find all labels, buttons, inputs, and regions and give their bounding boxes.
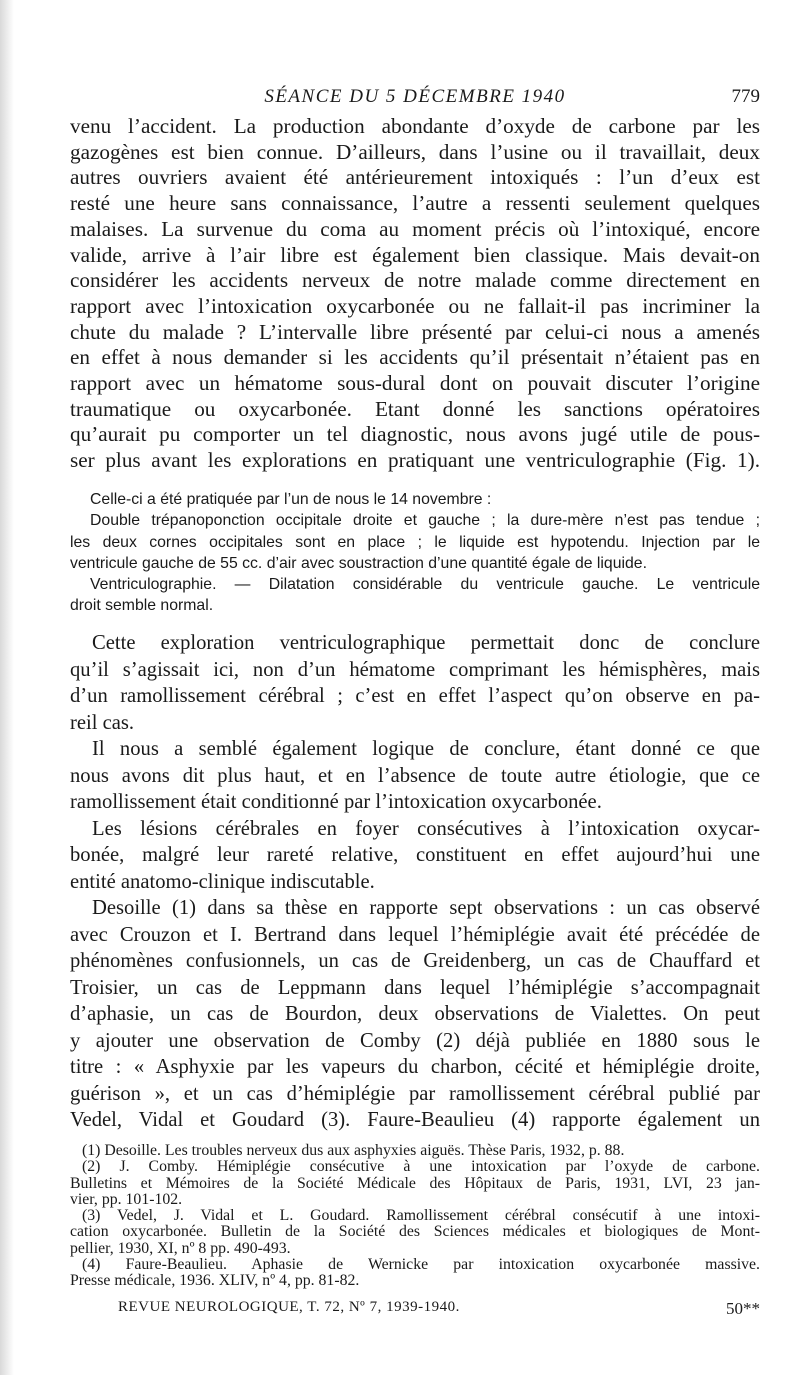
footnote-line: pellier, 1930, XI, nº 8 pp. 490-493.	[70, 1239, 291, 1257]
footnotes	[70, 1143, 760, 1290]
running-title: SÉANCE DU 5 DÉCEMBRE 1940	[264, 86, 566, 107]
text-line: rapport avec un hématome sous-dural dont on pouvait discuter l’origine	[70, 371, 760, 396]
text-line: reil cas.	[70, 711, 135, 734]
text-line: d’un ramollissement cérébral ; c’est en effet l’aspect qu’on observe en pa-	[70, 685, 760, 707]
text-line: bonée, malgré leur rareté relative, constituent en effet aujourd’hui une	[70, 844, 760, 866]
footnote-line: (1) Desoille. Les troubles nerveux dus aux asphyxies aiguës. Thèse Paris, 1932, p. 88.	[82, 1142, 625, 1159]
text-line: droit semble normal.	[70, 597, 214, 615]
footnote-line: Presse médicale, 1936. XLIV, nº 4, pp. 81-82.	[70, 1272, 360, 1290]
text-line: Il nous a semblé également logique de conclure, étant donné ce que	[92, 738, 760, 760]
footnote-line: (4) Faure-Beaulieu. Aphasie de Wernicke par intoxication oxycarbonée massive.	[82, 1256, 760, 1274]
text-line: ramollissement était conditionné par l’intoxication oxycarbonée.	[70, 791, 602, 813]
text-line: Double trépanoponction occipitale droite et gauche ; la dure-mère n’est pas tendue ;	[90, 512, 760, 530]
text-line: Cette exploration ventriculographique permettait donc de conclure	[92, 632, 760, 654]
text-line: Celle-ci a été pratiquée par l’un de nous le 14 novembre :	[90, 491, 492, 508]
text-line: nous avons dit plus haut, et en l’absence de toute autre étiologie, que ce	[70, 764, 760, 787]
text-line: ventricule gauche de 55 cc. d’air avec soustraction d’une quantité égale de liquide.	[70, 554, 647, 572]
running-header	[70, 86, 760, 112]
text-line: Ventriculographie. — Dilatation considérable du ventricule gauche. Le ventricule	[90, 576, 760, 594]
text-line: ser plus avant les explorations en pratiquant une ventriculographie (Fig. 1).	[70, 448, 760, 473]
paragraph-intro	[70, 114, 760, 474]
text-line: autres ouvriers avaient été antérieurement intoxiqués : l’un d’eux est	[70, 165, 760, 190]
text-line: avec Crouzon et I. Bertrand dans lequel l’hémiplégie avait été précédée de	[70, 923, 760, 946]
footnote-line: (3) Vedel, J. Vidal et L. Goudard. Ramollissement cérébral consécutif à une intoxi-	[82, 1207, 760, 1225]
text-line: qu’aurait pu comporter un tel diagnostic, nous avons jugé utile de pous-	[70, 422, 760, 447]
text-line: Vedel, Vidal et Goudard (3). Faure-Beaulieu (4) rapporte également un	[70, 1109, 760, 1131]
paragraph-main	[70, 630, 760, 1134]
text-line: y ajouter une observation de Comby (2) déjà publiée en 1880 sous le	[70, 1029, 760, 1052]
text-line: les deux cornes occipitales sont en place ; le liquide est hypotendu. Injection par le	[70, 533, 760, 551]
text-line: titre : « Asphyxie par les vapeurs du charbon, cécité et hémiplégie droite,	[70, 1056, 760, 1078]
text-line: rapport avec l’intoxication oxycarbonée ou ne fallait-il pas incriminer la	[70, 293, 760, 318]
text-line: guérison », et un cas d’hémiplégie par ramollissement cérébral publié par	[70, 1082, 760, 1105]
text-line: qu’il s’agissait ici, non d’un hématome comprimant les hémisphères, mais	[70, 658, 760, 681]
text-line: venu l’accident. La production abondante d’oxyde de carbone par les	[70, 114, 760, 138]
text-line: phénomènes confusionnels, un cas de Greidenberg, un cas de Chauffard et	[70, 950, 760, 972]
page-number: 779	[731, 86, 760, 107]
text-line: considérer les accidents nerveux de notre malade comme directement en	[70, 268, 760, 293]
page-edge-shadow	[0, 0, 14, 1375]
text-line: Les lésions cérébrales en foyer consécutives à l’intoxication oxycar-	[92, 817, 760, 840]
text-line: chute du malade ? L’intervalle libre présenté par celui-ci nous a amenés	[70, 319, 760, 344]
text-line: valide, arrive à l’air libre est également bien classique. Mais devait-on	[70, 242, 760, 267]
text-line: traumatique ou oxycarbonée. Etant donné les sanctions opératoires	[70, 396, 760, 421]
text-line: gazogènes est bien connue. D’ailleurs, dans l’usine ou il travaillait, deux	[70, 139, 760, 164]
text-line: malaises. La survenue du coma au moment précis où l’intoxiqué, encore	[70, 216, 760, 241]
signature-mark: 50**	[726, 1299, 760, 1318]
journal-citation: REVUE NEUROLOGIQUE, T. 72, Nº 7, 1939-1940.	[118, 1299, 460, 1315]
footnote-line: (2) J. Comby. Hémiplégie consécutive à une intoxication par l’oxyde de carbone.	[82, 1158, 760, 1176]
footnote-line: vier, pp. 101-102.	[70, 1190, 183, 1208]
footnote-line: Bulletins et Mémoires de la Société Médicale des Hôpitaux de Paris, 1931, LVI, 23 jan-	[70, 1174, 760, 1192]
text-line: resté une heure sans connaissance, l’autre a ressenti seulement quelques	[70, 191, 760, 216]
observation-block	[70, 489, 760, 617]
footnote-line: cation oxycarbonée. Bulletin de la Société des Sciences médicales et biologiques de Mont-	[70, 1223, 760, 1241]
text-line: Troisier, un cas de Leppmann dans lequel l’hémiplégie s’accompagnait	[70, 976, 760, 999]
text-line: d’aphasie, un cas de Bourdon, deux observations de Vialettes. On peut	[70, 1003, 760, 1025]
text-line: entité anatomo-clinique indiscutable.	[70, 870, 375, 893]
text-line: en effet à nous demander si les accidents qu’il présentait n’étaient pas en	[70, 345, 760, 370]
text-line: Desoille (1) dans sa thèse en rapporte sept observations : un cas observé	[92, 897, 760, 919]
